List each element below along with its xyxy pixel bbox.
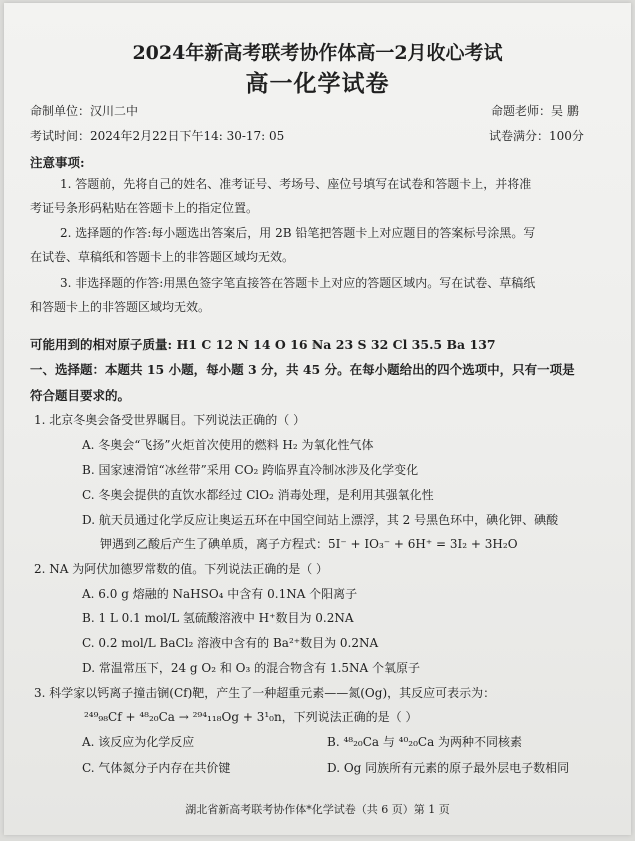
q3-option-d: D. Og 同族所有元素的原子最外层电子数相同	[327, 761, 570, 775]
q2-option-c: C. 0.2 mol/L BaCl₂ 溶液中含有的 Ba²⁺数目为 0.2NA	[82, 636, 379, 650]
atomic-masses: 可能用到的相对原子质量: H1 C 12 N 14 O 16 Na 23 S 32 Cl 35.5 Ba 137	[30, 337, 496, 352]
q1-option-c: C. 冬奥会提供的直饮水都经过 ClO₂ 消毒处理，是利用其强氧化性	[82, 488, 434, 502]
exam-paper	[4, 3, 631, 835]
notice-item-1-line-1: 1. 答题前，先将自己的姓名、准考证号、考场号、座位号填写在试卷和答题卡上，并将准	[60, 177, 532, 191]
notice-heading: 注意事项:	[30, 155, 85, 170]
exam-time: 考试时间：2024年2月22日下午14: 30-17: 05	[30, 129, 285, 143]
q1-option-b: B. 国家速滑馆“冰丝带”采用 CO₂ 跨临界直冷制冰涉及化学变化	[82, 463, 419, 477]
q1-stem: 1. 北京冬奥会备受世界瞩目。下列说法正确的（ ）	[34, 413, 306, 427]
q3-option-a: A. 该反应为化学反应	[82, 735, 195, 749]
q2-option-b: B. 1 L 0.1 mol/L 氢硫酸溶液中 H⁺数目为 0.2NA	[82, 611, 354, 625]
q2-stem: 2. NA 为阿伏加德罗常数的值。下列说法正确的是（ ）	[34, 562, 329, 576]
notice-item-1-line-2: 考证号条形码粘贴在答题卡上的指定位置。	[30, 201, 259, 215]
exam-teacher: 命题老师：吴 鹏	[491, 104, 579, 118]
q3-reaction: ²⁴⁹₉₈Cf + ⁴⁸₂₀Ca → ²⁹⁴₁₁₈Og + 3¹₀n，下列说法正确的是（ ）	[84, 710, 418, 724]
exam-subject-title: 高一化学试卷	[245, 70, 390, 97]
q3-stem: 3. 科学家以钙离子撞击锎(Cf)靶，产生了一种超重元素——氮(Og)，其反应可表示为：	[34, 686, 496, 700]
page-footer: 湖北省新高考联考协作体*化学试卷（共 6 页）第 1 页	[185, 803, 450, 816]
section-1-heading: 一、选择题：本题共 15 小题，每小题 3 分，共 45 分。在每小题给出的四个选项中，只有一项是	[30, 362, 575, 377]
notice-item-2-line-1: 2. 选择题的作答:每小题选出答案后，用 2B 铅笔把答题卡上对应题目的答案标号涂黑。写	[60, 226, 536, 240]
exam-title: 2024年新高考联考协作体高一2月收心考试	[132, 42, 503, 64]
q1-option-d-line-1: D. 航天员通过化学反应让奥运五环在中国空间站上漂浮，其 2 号黑色环中，碘化钾、碘酸	[82, 513, 559, 527]
q1-option-a: A. 冬奥会“飞扬”火炬首次使用的燃料 H₂ 为氧化性气体	[82, 438, 374, 452]
notice-item-3-line-2: 和答题卡上的非答题区域均无效。	[30, 300, 211, 314]
notice-item-3-line-1: 3. 非选择题的作答:用黑色签字笔直接答在答题卡上对应的答题区域内。写在试卷、草稿纸	[60, 276, 536, 290]
q2-option-a: A. 6.0 g 熔融的 NaHSO₄ 中含有 0.1NA 个阳离子	[82, 587, 358, 601]
notice-item-2-line-2: 在试卷、草稿纸和答题卡上的非答题区域均无效。	[30, 250, 295, 264]
section-1-heading-cont: 符合题目要求的。	[30, 388, 131, 403]
exam-unit: 命制单位：汉川二中	[30, 104, 139, 118]
full-score: 试卷满分：100分	[489, 129, 584, 143]
q2-option-d: D. 常温常压下，24 g O₂ 和 O₃ 的混合物含有 1.5NA 个氧原子	[82, 661, 421, 675]
q3-option-b: B. ⁴⁸₂₀Ca 与 ⁴⁰₂₀Ca 为两种不同核素	[327, 735, 523, 749]
q3-option-c: C. 气体氮分子内存在共价键	[82, 761, 231, 775]
q1-option-d-line-2: 钾遇到乙酸后产生了碘单质，离子方程式：5I⁻ + IO₃⁻ + 6H⁺ = 3I₂ + 3H₂O	[100, 537, 518, 551]
